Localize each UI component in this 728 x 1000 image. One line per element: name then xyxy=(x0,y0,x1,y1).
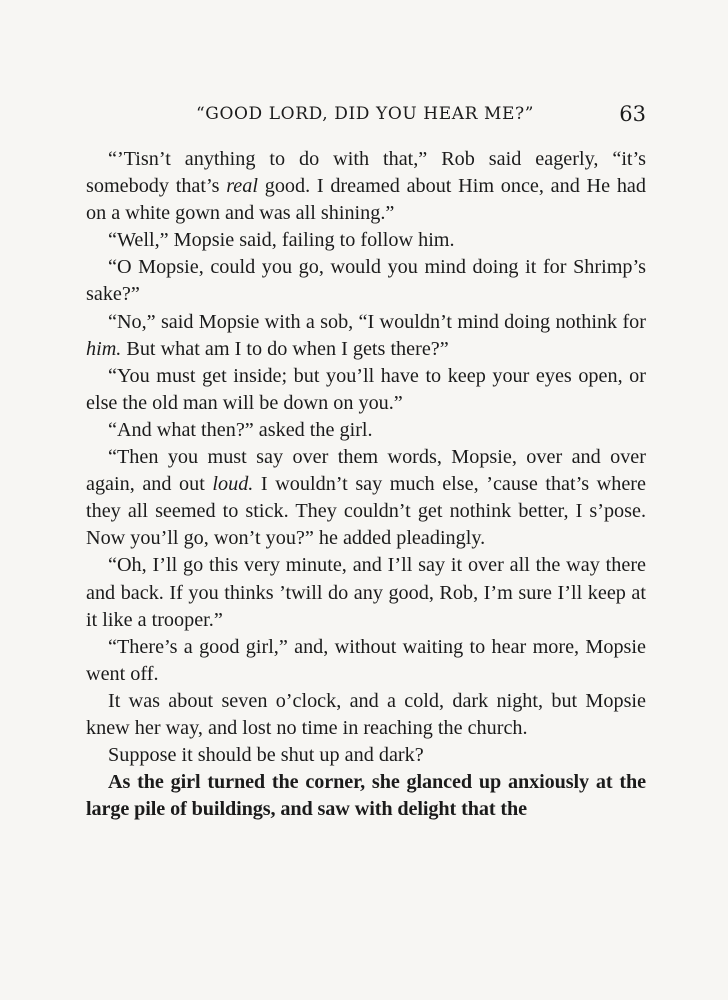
paragraph-5-text: “You must get inside; but you’ll have to keep your eyes open, or else the old man will be down on you.” xyxy=(86,364,646,414)
paragraph-4 xyxy=(86,309,646,363)
paragraph-10-text: It was about seven o’clock, and a cold, dark night, but Mopsie knew her way, and lost no time in reaching the church. xyxy=(86,689,646,739)
paragraph-11 xyxy=(86,742,646,769)
paragraph-4-emphasis: him. xyxy=(86,337,122,360)
paragraph-1-part-2: good. I dreamed about Him once, and He had on a white gown and was all shining.” xyxy=(86,175,646,225)
paragraph-9-text: “There’s a good girl,” and, without waiting to hear more, Mopsie went off. xyxy=(86,635,646,685)
paragraph-5 xyxy=(86,363,646,417)
paragraph-2 xyxy=(86,227,646,254)
paragraph-4-part-2: But what am I to do when I gets there?” xyxy=(121,337,449,360)
paragraph-3-text: “O Mopsie, could you go, would you mind doing it for Shrimp’s sake?” xyxy=(86,256,646,306)
paragraph-6-text: “And what then?” asked the girl. xyxy=(108,418,373,441)
paragraph-8 xyxy=(86,552,646,633)
paragraph-12-text: As the girl turned the corner, she glanced up anxiously at the large pile of buildings, and saw with delight that the xyxy=(86,771,646,821)
paragraph-9 xyxy=(86,634,646,688)
page-number: 63 xyxy=(619,102,646,126)
paragraph-10 xyxy=(86,688,646,742)
paragraph-7-part-1: “Then you must say over them words, Mopsie, over and over again, and out xyxy=(86,446,646,496)
paragraph-8-text: “Oh, I’ll go this very minute, and I’ll say it over all the way there and back. If you thinks ’twill do any good, Rob, I’m sure I’ll keep at it like a trooper.” xyxy=(86,554,646,631)
paragraph-7-emphasis: loud. xyxy=(212,473,254,496)
paragraph-1-part-1: “’Tisn’t anything to do with that,” Rob said eagerly, “it’s somebody that’s xyxy=(86,148,646,198)
paragraph-12 xyxy=(86,769,646,823)
paragraph-11-text: Suppose it should be shut up and dark? xyxy=(108,744,424,767)
paragraph-6 xyxy=(86,417,646,444)
running-header xyxy=(86,104,646,132)
body-text xyxy=(86,146,646,823)
paragraph-1 xyxy=(86,146,646,227)
paragraph-2-text: “Well,” Mopsie said, failing to follow him. xyxy=(108,229,455,252)
running-title: “GOOD LORD, DID YOU HEAR ME?” xyxy=(196,104,535,124)
paragraph-4-part-1: “No,” said Mopsie with a sob, “I wouldn’t mind doing nothink for xyxy=(108,310,646,333)
paragraph-7-part-2: I wouldn’t say much else, ’cause that’s where they all seemed to stick. They couldn’t get nothink better, I s’pose. Now you’ll go, won’t you?” he added pleadingly. xyxy=(86,473,646,550)
paragraph-1-emphasis: real xyxy=(226,175,258,198)
paragraph-7 xyxy=(86,444,646,552)
paragraph-3 xyxy=(86,254,646,308)
